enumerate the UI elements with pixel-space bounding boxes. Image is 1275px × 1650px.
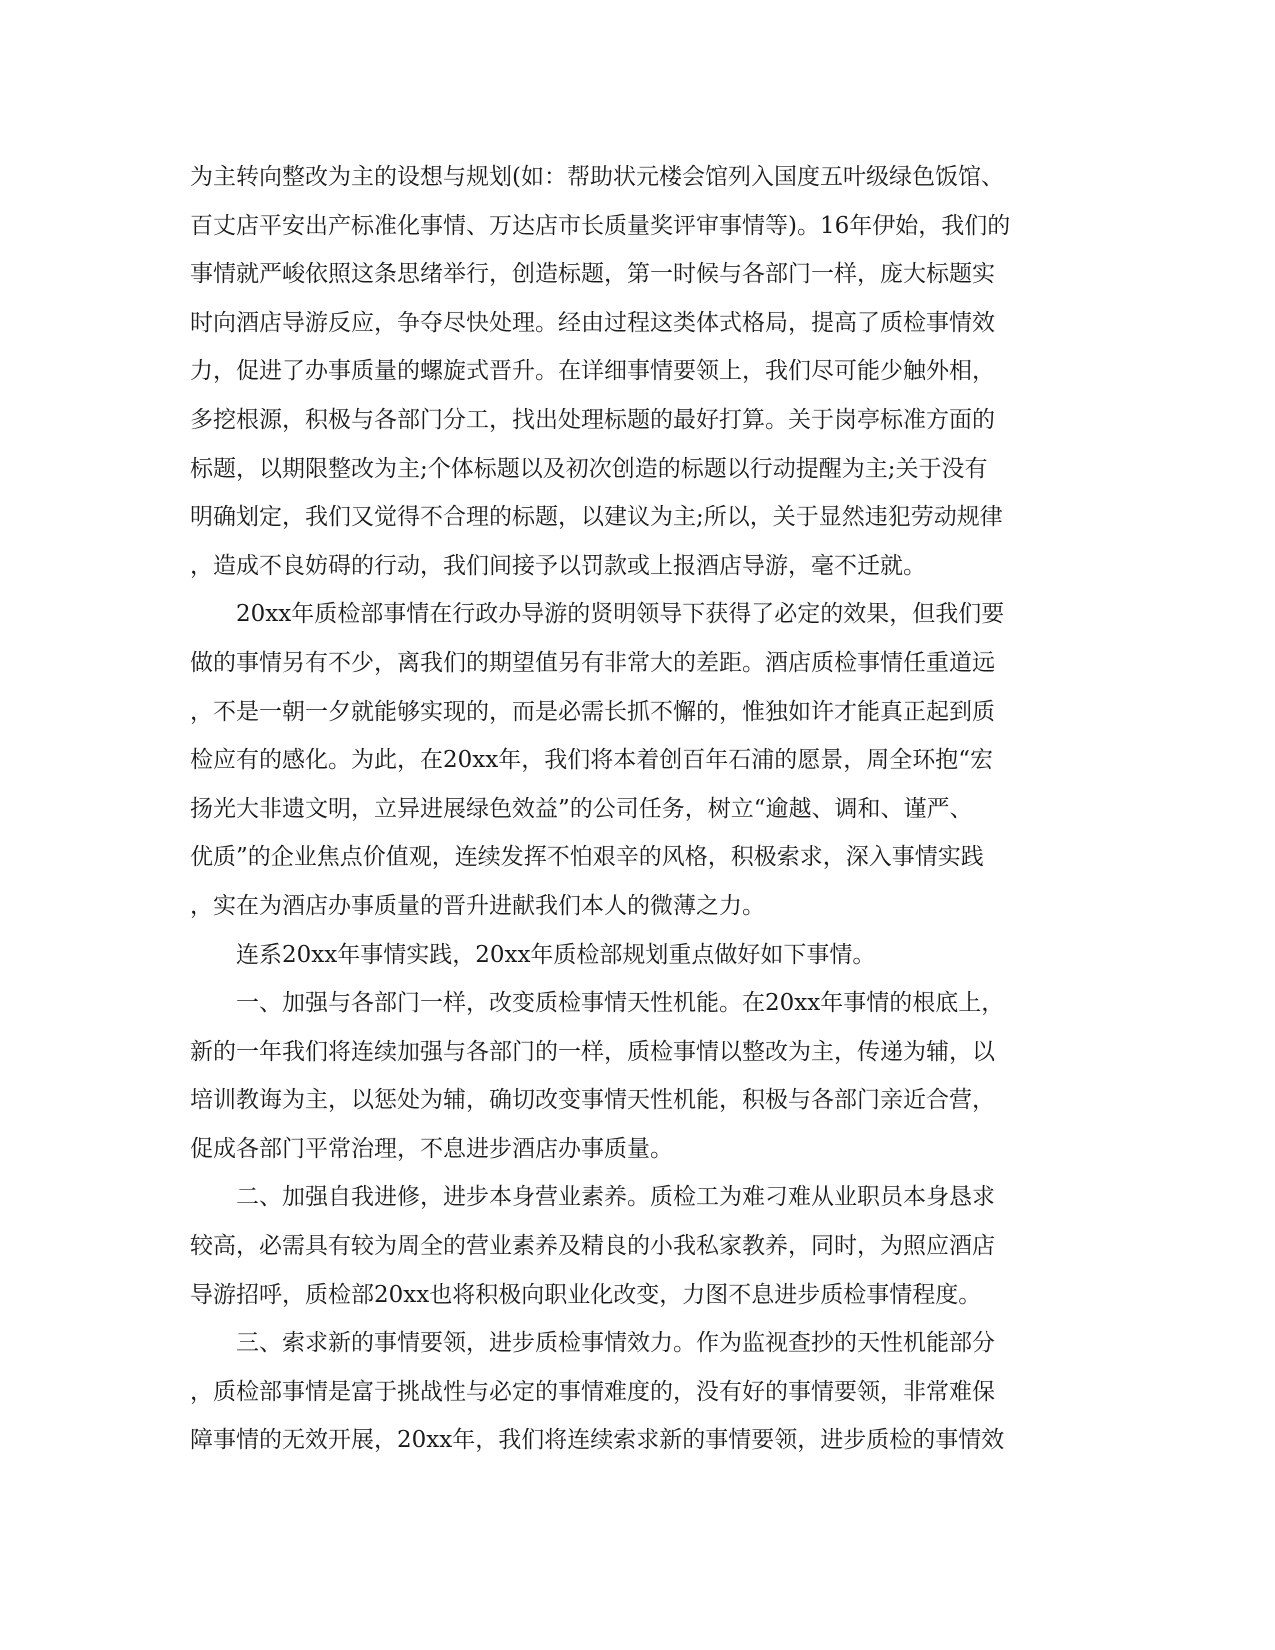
body-text (190, 153, 1070, 1465)
text-line: 事情就严峻依照这条思绪举行，创造标题，第一时候与各部门一样，庞大标题实 (190, 261, 995, 288)
text-line: 障事情的无效开展，20xx年，我们将连续索求新的事情要领，进步质检的事情效 (190, 1427, 1005, 1454)
text-line: 标题，以期限整改为主;个体标题以及初次创造的标题以行动提醒为主;关于没有 (190, 455, 988, 482)
text-line: 优质”的企业焦点价值观，连续发挥不怕艰辛的风格，积极索求，深入事情实践 (190, 844, 984, 871)
text-line: 多挖根源，积极与各部门分工，找出处理标题的最好打算。关于岗亭标准方面的 (190, 406, 995, 433)
text-line: 较高，必需具有较为周全的营业素养及精良的小我私家教养，同时，为照应酒店 (190, 1233, 995, 1260)
text-line: 做的事情另有不少，离我们的期望值另有非常大的差距。酒店质检事情任重道远 (190, 649, 995, 676)
text-line: 检应有的感化。为此，在20xx年，我们将本着创百年石浦的愿景，周全环抱“宏 (190, 747, 993, 774)
text-line: 时向酒店导游反应，争夺尽快处理。经由过程这类体式格局，提高了质检事情效 (190, 309, 995, 336)
text-line: 扬光大非遗文明，立异进展绿色效益”的公司任务，树立“逾越、调和、谨严、 (190, 795, 973, 822)
text-line: ，不是一朝一夕就能够实现的，而是必需长抓不懈的，惟独如许才能真正起到质 (190, 698, 995, 725)
text-line: 三、索求新的事情要领，进步质检事情效力。作为监视查抄的天性机能部分 (190, 1330, 995, 1357)
text-line: 新的一年我们将连续加强与各部门的一样，质检事情以整改为主，传递为辅，以 (190, 1038, 995, 1065)
text-line: 为主转向整改为主的设想与规划(如：帮助状元楼会馆列入国度五叶级绿色饭馆、 (190, 164, 1004, 190)
text-line: 二、加强自我进修，进步本身营业素养。质检工为难刁难从业职员本身恳求 (190, 1184, 995, 1211)
text-line: 连系20xx年事情实践，20xx年质检部规划重点做好如下事情。 (190, 941, 876, 968)
text-line: 促成各部门平常治理，不息进步酒店办事质量。 (190, 1135, 673, 1162)
text-line: 力，促进了办事质量的螺旋式晋升。在详细事情要领上，我们尽可能少触外相， (190, 358, 995, 385)
text-line: 明确划定，我们又觉得不合理的标题，以建议为主;所以，关于显然违犯劳动规律 (190, 504, 1003, 531)
text-line: ，质检部事情是富于挑战性与必定的事情难度的，没有好的事情要领，非常难保 (190, 1378, 995, 1405)
text-line: 一、加强与各部门一样，改变质检事情天性机能。在20xx年事情的根底上， (190, 990, 1005, 1017)
text-line: ，实在为酒店办事质量的晋升进献我们本人的微薄之力。 (190, 892, 765, 919)
text-line: 20xx年质检部事情在行政办导游的贤明领导下获得了必定的效果，但我们要 (190, 601, 1005, 628)
text-line: 培训教诲为主，以惩处为辅，确切改变事情天性机能，积极与各部门亲近合营， (190, 1087, 995, 1114)
text-line: 百丈店平安出产标准化事情、万达店市长质量奖评审事情等)。16年伊始，我们的 (190, 212, 1011, 239)
text-line: ，造成不良妨碍的行动，我们间接予以罚款或上报酒店导游，毫不迁就。 (190, 552, 926, 579)
text-line: 导游招呼，质检部20xx也将积极向职业化改变，力图不息进步质检事情程度。 (190, 1281, 982, 1308)
